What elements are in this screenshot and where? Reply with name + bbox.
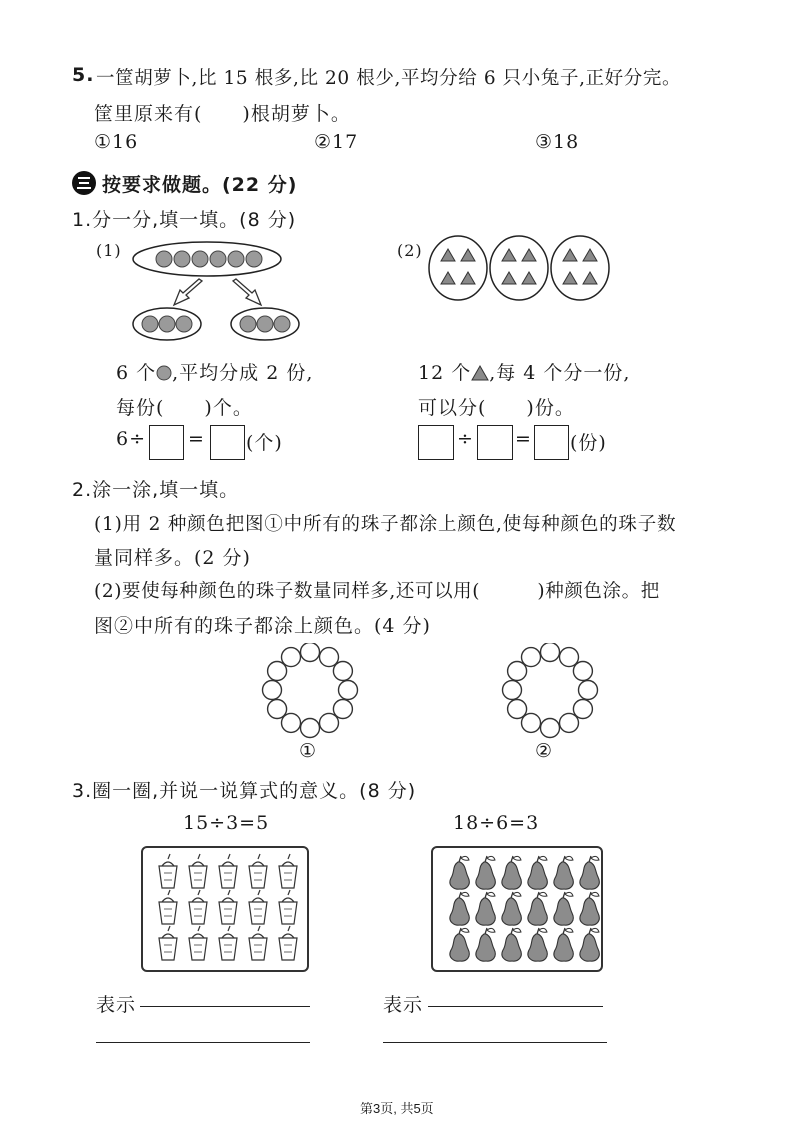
triangle-icon (471, 365, 489, 381)
page-footer: 第3页, 共5页 (360, 1101, 434, 1116)
bead[interactable] (541, 719, 560, 738)
dotted-circles-top (156, 251, 262, 267)
cup-icon (219, 890, 237, 924)
p1-sub2-answer-box-3[interactable] (534, 425, 569, 460)
p1-sub1-label: (1) (96, 241, 122, 260)
bead[interactable] (268, 662, 287, 681)
bead[interactable] (301, 719, 320, 738)
pear-icon (476, 928, 495, 961)
cup-icon (219, 926, 237, 960)
p1-sub1-answer-box-1[interactable] (149, 425, 184, 460)
pear-icon (476, 892, 495, 925)
p2-s2b: 图②中所有的珠子都涂上颜色。(4 分) (94, 615, 431, 637)
p2-s1a: (1)用 2 种颜色把图①中所有的珠子都涂上颜色,使每种颜色的珠子数 (94, 514, 677, 535)
p3-label2: 表示 (383, 994, 424, 1016)
bead[interactable] (503, 681, 522, 700)
p3-answer-line-1b[interactable] (96, 1042, 310, 1043)
pear-icon (502, 856, 521, 889)
pear-icon (450, 928, 469, 961)
p1-sub2-answer-box-1[interactable] (418, 425, 454, 460)
p3-eq1: 15÷3=5 (183, 812, 270, 834)
pears-picture-frame (431, 846, 603, 972)
bead[interactable] (541, 643, 560, 662)
bead[interactable] (282, 648, 301, 667)
bead[interactable] (320, 713, 339, 732)
pear-icon (580, 928, 599, 961)
p1-sub1-eq-unit: (个) (246, 432, 283, 454)
bead[interactable] (333, 700, 352, 719)
p1-sub2-rule: ,每 4 个分一份, (489, 362, 631, 384)
bead[interactable] (560, 648, 579, 667)
fig2-label: ② (535, 740, 554, 762)
p1-sub2-answer-box-2[interactable] (477, 425, 513, 460)
p3-title: 3.圈一圈,并说一说算式的意义。(8 分) (72, 780, 417, 802)
triangle-groups-figure (428, 234, 618, 302)
p1-title: 1.分一分,填一填。(8 分) (72, 209, 297, 231)
pear-icon (554, 928, 573, 961)
bead[interactable] (573, 662, 592, 681)
cup-icon (189, 926, 207, 960)
bead[interactable] (301, 643, 320, 662)
cup-icon (159, 854, 177, 888)
p1-sub2-label: (2) (397, 241, 423, 260)
p1-sub1-eq-div: 6÷ (116, 428, 147, 450)
pear-icon (554, 892, 573, 925)
bead[interactable] (268, 700, 287, 719)
cup-icon (279, 926, 297, 960)
p1-sub1-eq-eq: = (188, 428, 205, 450)
p3-answer-line-2a[interactable] (428, 1006, 603, 1007)
pear-icon (528, 856, 547, 889)
q5-line2: 筐里原来有( )根胡萝卜。 (94, 103, 351, 125)
section-number-badge (72, 171, 96, 195)
bead[interactable] (508, 700, 527, 719)
bead[interactable] (573, 700, 592, 719)
pear-icon (554, 856, 573, 889)
p1-sub2-count: 12 个 (418, 362, 472, 384)
p1-sub1-text1 (116, 358, 313, 385)
pears-grid (433, 848, 601, 970)
cups-grid (143, 848, 307, 970)
pear-icon (450, 892, 469, 925)
q5-number: 5. (72, 64, 95, 86)
p1-sub2-eq-eq: = (515, 428, 532, 450)
fig1-label: ① (299, 740, 318, 762)
pear-icon (476, 856, 495, 889)
pear-icon (528, 892, 547, 925)
circles-grouping-figure (130, 238, 330, 348)
p2-title: 2.涂一涂,填一填。 (72, 479, 240, 501)
section-three-icon (72, 171, 96, 195)
bead[interactable] (320, 648, 339, 667)
cup-icon (159, 890, 177, 924)
bead[interactable] (333, 662, 352, 681)
q5-option-1: ①16 (94, 131, 139, 153)
q5-line1: 一筐胡萝卜,比 15 根多,比 20 根少,平均分给 6 只小兔子,正好分完。 (96, 68, 682, 89)
cup-icon (189, 854, 207, 888)
section-title: 按要求做题。(22 分) (102, 174, 298, 196)
q5-option-2: ②17 (314, 131, 359, 153)
bead-ring-2 (495, 643, 605, 743)
pear-icon (502, 892, 521, 925)
dotted-circle-icon (156, 365, 172, 381)
bead[interactable] (508, 662, 527, 681)
pear-icon (580, 856, 599, 889)
pear-icon (528, 928, 547, 961)
p2-s2a: (2)要使每种颜色的珠子数量同样多,还可以用( )种颜色涂。把 (94, 581, 660, 602)
bead[interactable] (522, 648, 541, 667)
bead[interactable] (522, 713, 541, 732)
p3-label1: 表示 (96, 994, 137, 1016)
bead[interactable] (282, 713, 301, 732)
pear-icon (450, 856, 469, 889)
p2-s1b: 量同样多。(2 分) (94, 547, 251, 569)
p1-sub1-count: 6 个 (116, 362, 157, 384)
split-arrow-left-icon (174, 279, 202, 305)
p1-sub1-rule: ,平均分成 2 份, (172, 362, 314, 384)
triangle-icons (441, 249, 597, 284)
p1-sub1-answer-box-2[interactable] (210, 425, 245, 460)
p3-eq2: 18÷6=3 (453, 812, 540, 834)
cup-icon (159, 926, 177, 960)
cup-icon (249, 926, 267, 960)
cup-icon (249, 890, 267, 924)
p3-answer-line-2b[interactable] (383, 1042, 607, 1043)
p1-sub2-text1 (418, 358, 630, 385)
pear-icon (580, 892, 599, 925)
bead[interactable] (339, 681, 358, 700)
p1-sub2-eq-unit: (份) (570, 432, 607, 454)
cup-icon (189, 890, 207, 924)
bead[interactable] (560, 713, 579, 732)
q5-option-3: ③18 (535, 131, 580, 153)
cup-icon (279, 890, 297, 924)
pear-icon (502, 928, 521, 961)
cup-icon (279, 854, 297, 888)
bead[interactable] (579, 681, 598, 700)
bead-ring-1 (255, 643, 365, 743)
cup-icon (249, 854, 267, 888)
p3-answer-line-1a[interactable] (140, 1006, 310, 1007)
cups-picture-frame (141, 846, 309, 972)
p1-sub1-text2: 每份( )个。 (116, 397, 253, 419)
p1-sub2-eq-div: ÷ (457, 428, 474, 450)
split-arrow-right-icon (233, 279, 261, 305)
bead[interactable] (263, 681, 282, 700)
p1-sub2-text2: 可以分( )份。 (418, 397, 575, 419)
cup-icon (219, 854, 237, 888)
